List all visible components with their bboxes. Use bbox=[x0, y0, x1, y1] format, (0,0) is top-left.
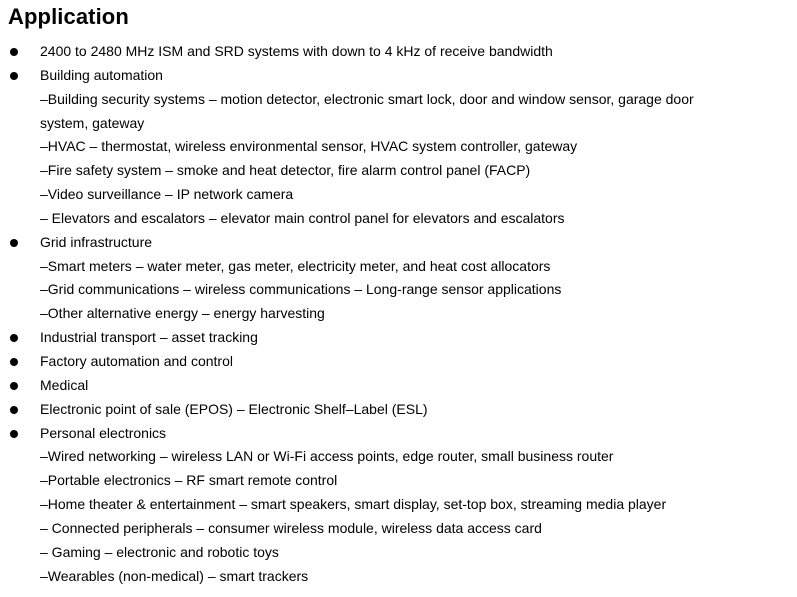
item-text: –HVAC – thermostat, wireless environmental sensor, HVAC system controller, gateway bbox=[40, 138, 578, 155]
bullet-icon bbox=[10, 358, 18, 366]
item-text: – Connected peripherals – consumer wireless module, wireless data access card bbox=[40, 519, 542, 536]
sub-item bbox=[0, 255, 797, 279]
item-text: Electronic point of sale (EPOS) – Electronic Shelf–Label (ESL) bbox=[40, 400, 428, 417]
item-text: system, gateway bbox=[40, 114, 145, 131]
application-list bbox=[0, 40, 797, 588]
sub-item bbox=[0, 159, 797, 183]
bullet-item bbox=[0, 40, 797, 64]
bullet-item bbox=[0, 64, 797, 88]
item-text: Personal electronics bbox=[40, 424, 167, 441]
bullet-item bbox=[0, 326, 797, 350]
sub-item bbox=[0, 88, 797, 112]
item-text: – Gaming – electronic and robotic toys bbox=[40, 543, 279, 560]
item-text: –Building security systems – motion detector, electronic smart lock, door and window sensor, garage door bbox=[40, 90, 694, 107]
sub-item bbox=[0, 469, 797, 493]
bullet-item bbox=[0, 422, 797, 446]
item-text: Medical bbox=[40, 376, 89, 393]
item-text: –Wearables (non-medical) – smart trackers bbox=[40, 567, 309, 584]
bullet-icon bbox=[10, 48, 18, 56]
bullet-icon bbox=[10, 239, 18, 247]
sub-item bbox=[0, 517, 797, 541]
bullet-icon bbox=[10, 72, 18, 80]
item-text: –Other alternative energy – energy harvesting bbox=[40, 305, 325, 322]
sub-item bbox=[0, 541, 797, 565]
sub-item bbox=[0, 445, 797, 469]
bullet-icon bbox=[10, 334, 18, 342]
sub-item bbox=[0, 302, 797, 326]
item-text: – Elevators and escalators – elevator main control panel for elevators and escalators bbox=[40, 209, 565, 226]
sub-item bbox=[0, 565, 797, 589]
item-text: –Wired networking – wireless LAN or Wi-Fi access points, edge router, small business router bbox=[40, 448, 614, 465]
item-text: –Smart meters – water meter, gas meter, electricity meter, and heat cost allocators bbox=[40, 257, 551, 274]
sub-item bbox=[0, 207, 797, 231]
page-title: Application bbox=[8, 4, 129, 29]
sub-item bbox=[0, 112, 797, 136]
item-text: Grid infrastructure bbox=[40, 233, 153, 250]
item-text: 2400 to 2480 MHz ISM and SRD systems with down to 4 kHz of receive bandwidth bbox=[40, 43, 553, 59]
item-text: –Video surveillance – IP network camera bbox=[40, 186, 294, 203]
bullet-icon bbox=[10, 406, 18, 414]
item-text: –Fire safety system – smoke and heat detector, fire alarm control panel (FACP) bbox=[40, 162, 531, 179]
sub-item bbox=[0, 278, 797, 302]
item-text: –Grid communications – wireless communications – Long-range sensor applications bbox=[40, 281, 562, 298]
item-text: –Home theater & entertainment – smart speakers, smart display, set-top box, streaming media player bbox=[40, 496, 667, 513]
bullet-item bbox=[0, 350, 797, 374]
bullet-icon bbox=[10, 430, 18, 438]
item-text: Industrial transport – asset tracking bbox=[40, 329, 258, 346]
item-text: –Portable electronics – RF smart remote control bbox=[40, 472, 338, 489]
sub-item bbox=[0, 135, 797, 159]
bullet-item bbox=[0, 374, 797, 398]
bullet-item bbox=[0, 398, 797, 422]
item-text: Building automation bbox=[40, 66, 163, 83]
sub-item bbox=[0, 183, 797, 207]
item-text: Factory automation and control bbox=[40, 352, 233, 369]
sub-item bbox=[0, 493, 797, 517]
bullet-icon bbox=[10, 382, 18, 390]
bullet-item bbox=[0, 231, 797, 255]
